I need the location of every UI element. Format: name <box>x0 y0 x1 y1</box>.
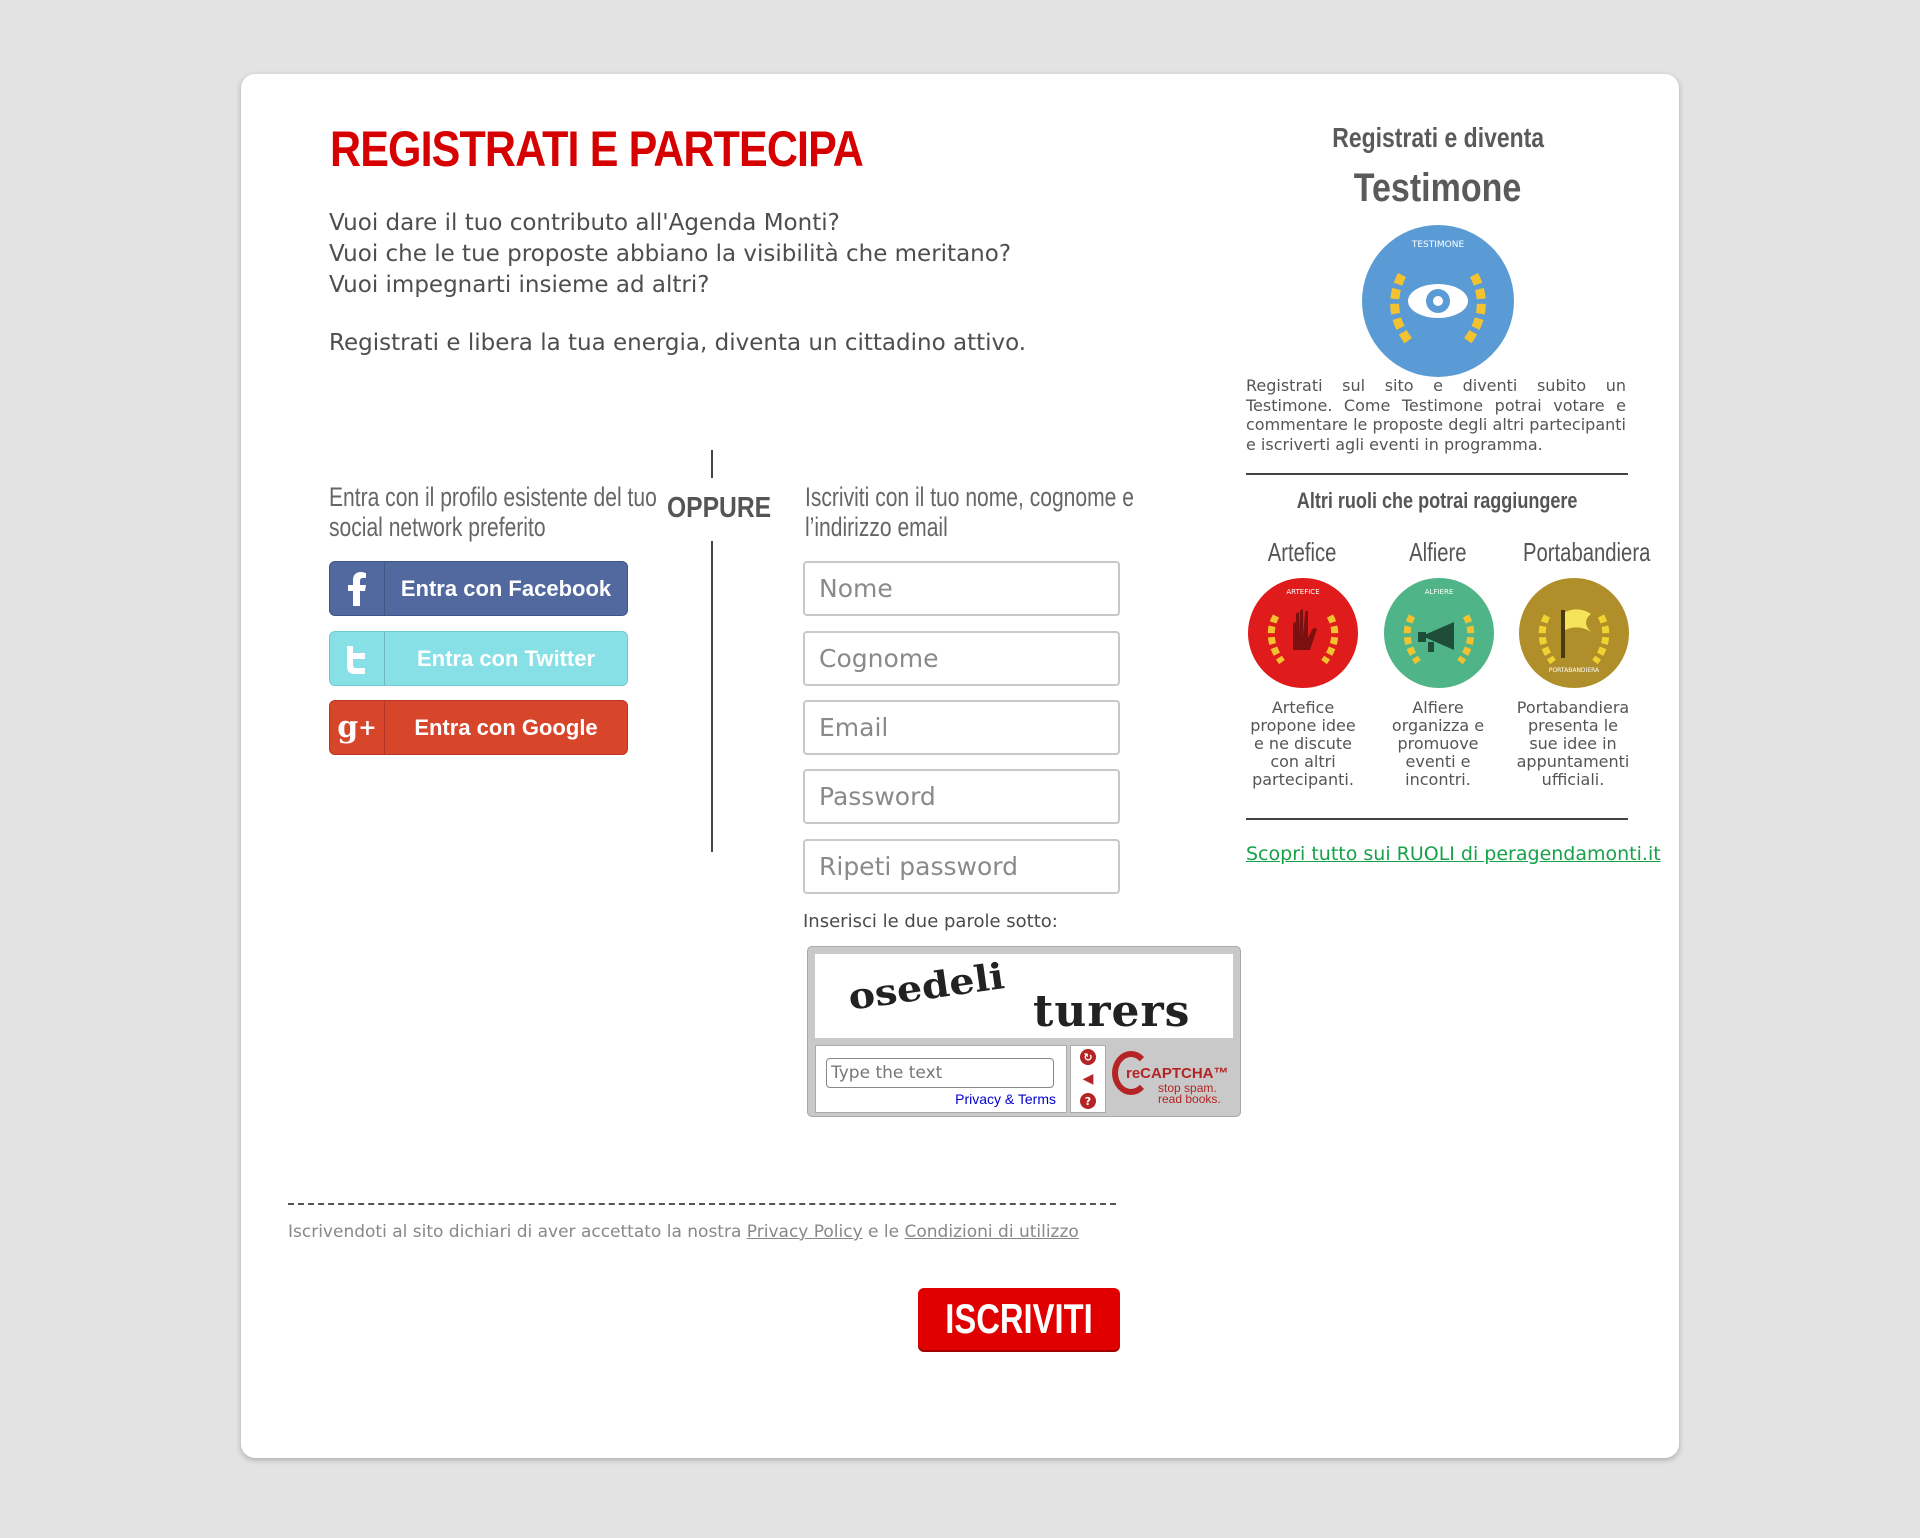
role-desc-portabandiera: Portabandiera presenta le sue idee in appuntamenti ufficiali. <box>1516 698 1630 789</box>
recaptcha-widget <box>807 946 1241 1117</box>
terms-link[interactable]: Condizioni di utilizzo <box>904 1222 1079 1242</box>
sidebar-divider-bottom <box>1246 818 1628 820</box>
captcha-word-1: osedeli <box>845 955 1007 1019</box>
slogan-line: read books. <box>1158 1092 1221 1106</box>
testimone-badge-art <box>1362 225 1514 377</box>
audio-icon[interactable]: ◀ <box>1080 1071 1096 1087</box>
portabandiera-badge-text: PORTABANDIERA <box>1548 667 1600 674</box>
intro-line: Vuoi impegnarti insieme ad altri? <box>329 272 710 298</box>
password-field[interactable] <box>803 769 1120 824</box>
google-plus-icon: g + <box>330 701 385 754</box>
twitter-login-label: Entra con Twitter <box>416 645 596 671</box>
divider-line-bottom <box>711 541 713 852</box>
footer-divider <box>288 1203 1116 1205</box>
page-title: REGISTRATI E PARTECIPA <box>330 121 863 177</box>
help-icon[interactable]: ? <box>1080 1093 1096 1109</box>
alfiere-badge <box>1384 578 1494 688</box>
captcha-image <box>815 954 1233 1038</box>
alfiere-badge-text: ALFIERE <box>1424 588 1454 596</box>
google-login-button[interactable] <box>329 700 628 755</box>
twitter-icon <box>330 632 385 685</box>
role-name-portabandiera <box>1505 537 1651 568</box>
legal-text: e le <box>862 1222 905 1242</box>
twitter-login-button[interactable] <box>329 631 628 686</box>
refresh-icon[interactable]: ↻ <box>1080 1049 1096 1065</box>
captcha-tools <box>1070 1045 1106 1113</box>
submit-label: ISCRIVITI <box>945 1295 1093 1342</box>
sidebar-heading-big <box>1246 166 1630 211</box>
portabandiera-badge <box>1519 578 1629 688</box>
sidebar-heading-small-text: Registrati e diventa <box>1332 122 1544 153</box>
role-name-text: Portabandiera <box>1522 537 1651 567</box>
intro-line: Vuoi dare il tuo contributo all'Agenda Monti? <box>329 210 840 236</box>
artefice-badge <box>1248 578 1358 688</box>
first-name-field[interactable] <box>803 561 1120 616</box>
legal-text: Iscrivendoti al sito dichiari di aver accettato la nostra <box>288 1222 747 1242</box>
role-desc-artefice: Artefice propone idee e ne discute con altri partecipanti. <box>1250 698 1356 789</box>
signup-note-line: Iscriviti con il tuo nome, cognome e <box>805 482 1134 512</box>
intro-text <box>329 208 1011 301</box>
email-field[interactable] <box>803 700 1120 755</box>
captcha-response-input[interactable] <box>826 1058 1054 1088</box>
recaptcha-brand: reCAPTCHA™ <box>1126 1065 1229 1082</box>
submit-button[interactable] <box>918 1288 1120 1350</box>
facebook-login-label: Entra con Facebook <box>400 575 612 601</box>
role-name-text: Artefice <box>1268 537 1337 567</box>
sidebar-divider <box>1246 473 1628 475</box>
sidebar-heading-small <box>1246 122 1630 154</box>
role-desc-alfiere: Alfiere organizza e promuove eventi e incontri. <box>1391 698 1485 789</box>
captcha-privacy-terms-link[interactable]: Privacy & Terms <box>955 1091 1056 1107</box>
recaptcha-logo <box>1108 1045 1233 1111</box>
sidebar-heading-big-text: Testimone <box>1354 166 1522 210</box>
roles-title-text: Altri ruoli che potrai raggiungere <box>1296 488 1578 513</box>
social-login-note <box>329 482 657 542</box>
testimone-badge-text: TESTIMONE <box>1411 240 1465 250</box>
roles-title <box>1246 488 1628 514</box>
testimone-description: Registrati sul sito e diventi subito un Testimone. Come Testimone potrai votare e commentare le proposte degli altri partecipanti e iscriverti agli eventi in programma. <box>1246 376 1626 454</box>
signup-note-line: l’indirizzo email <box>805 512 948 542</box>
intro-call-to-action: Registrati e libera la tua energia, diventa un cittadino attivo. <box>329 330 1027 356</box>
captcha-word-2: turers <box>1033 986 1191 1037</box>
divider-line-top <box>711 450 713 478</box>
social-note-line: social network preferito <box>329 512 546 542</box>
facebook-icon <box>330 562 385 615</box>
recaptcha-slogan <box>1158 1083 1221 1105</box>
roles-info-link[interactable]: Scopri tutto sui RUOLI di peragendamonti.it <box>1246 843 1661 865</box>
email-signup-note <box>805 482 1134 542</box>
privacy-policy-link[interactable]: Privacy Policy <box>746 1222 863 1242</box>
last-name-field[interactable] <box>803 631 1120 686</box>
role-name-artefice <box>1235 537 1370 568</box>
repeat-password-field[interactable] <box>803 839 1120 894</box>
artefice-badge-text: ARTEFICE <box>1286 588 1320 596</box>
alfiere-badge-art <box>1384 578 1494 688</box>
social-note-line: Entra con il profilo esistente del tuo <box>329 482 657 512</box>
role-name-text: Alfiere <box>1408 537 1467 567</box>
facebook-login-button[interactable] <box>329 561 628 616</box>
slogan-line: stop spam. <box>1158 1081 1217 1095</box>
legal-notice <box>288 1222 1079 1242</box>
captcha-label: Inserisci le due parole sotto: <box>803 911 1058 932</box>
artefice-badge-art <box>1248 578 1358 688</box>
google-login-label: Entra con Google <box>414 714 598 740</box>
intro-line: Vuoi che le tue proposte abbiano la visibilità che meritano? <box>329 241 1012 267</box>
portabandiera-badge-art <box>1519 578 1629 688</box>
divider-label: OPPURE <box>667 492 772 524</box>
captcha-input-box <box>815 1045 1067 1113</box>
role-name-alfiere <box>1370 537 1505 568</box>
testimone-badge <box>1362 225 1514 377</box>
